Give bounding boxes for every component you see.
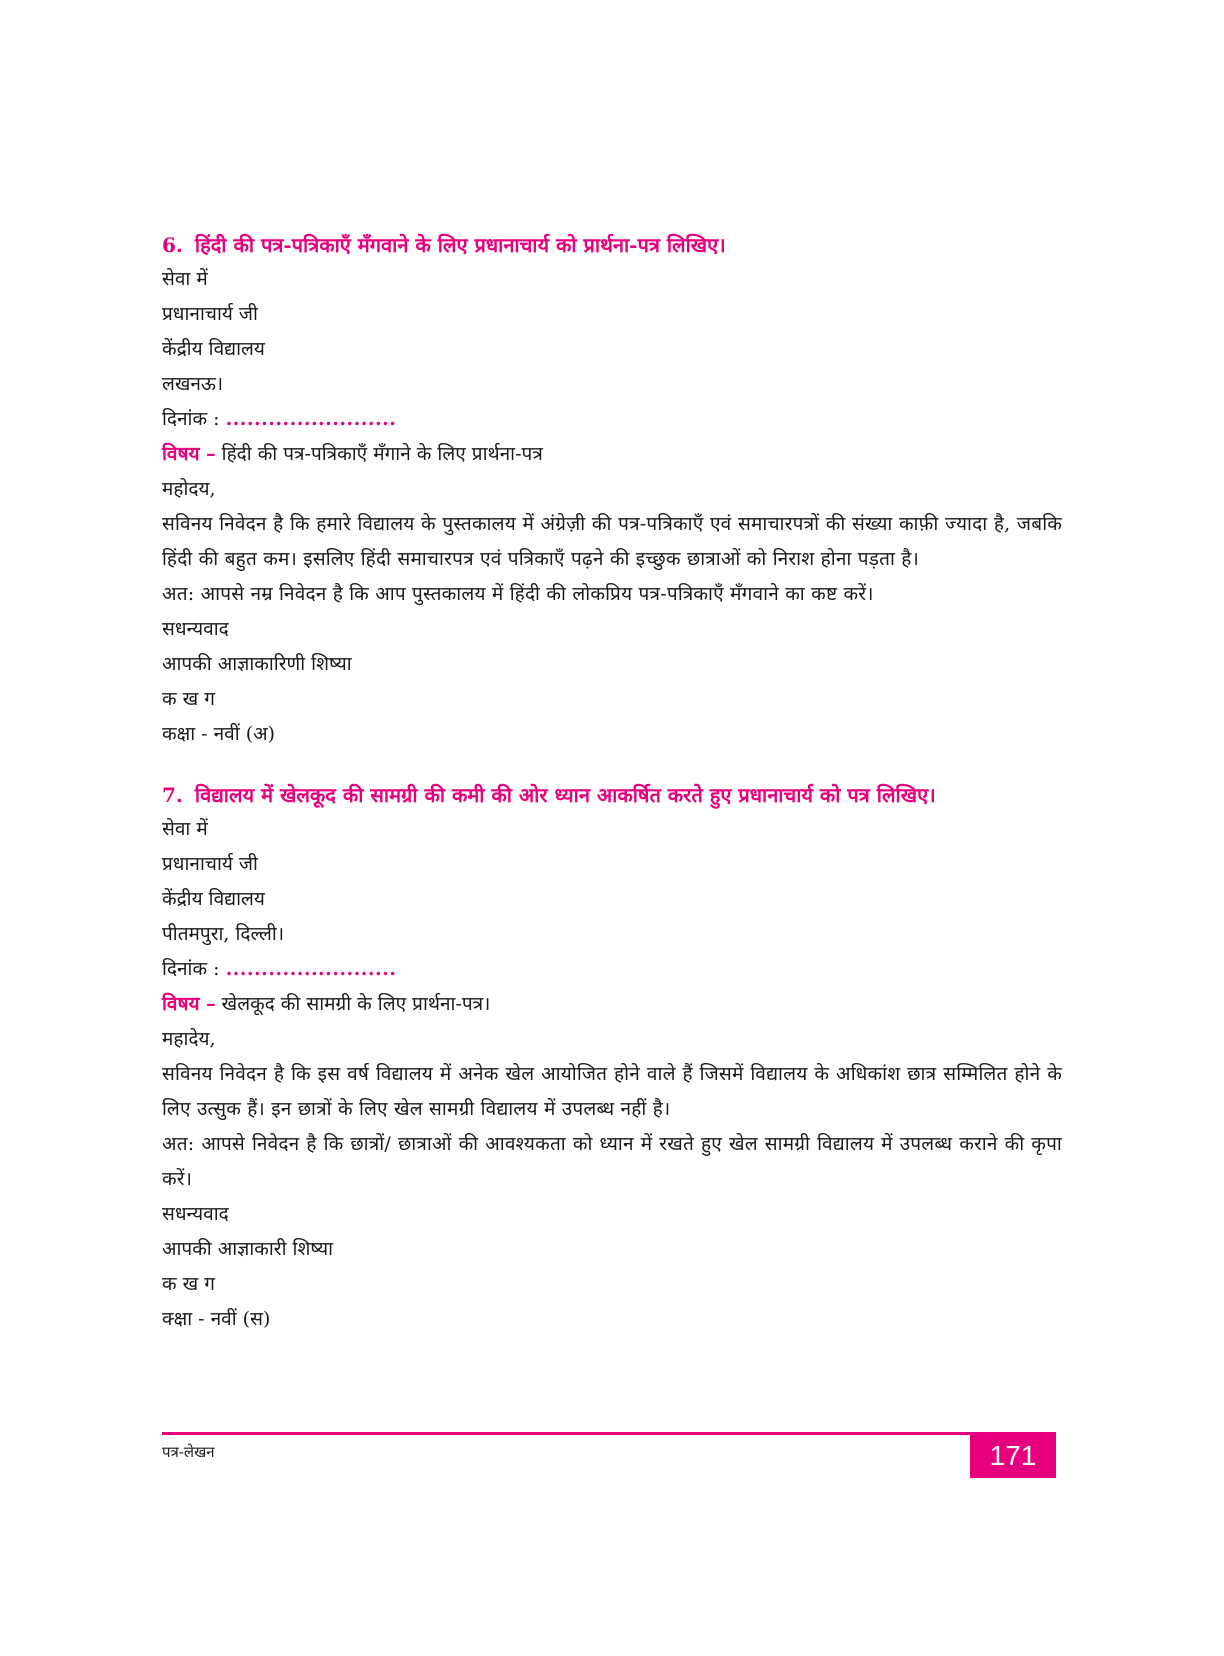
subject-text: खेलकूद की सामग्री के लिए प्रार्थना-पत्र। xyxy=(215,993,491,1015)
letter-request-paragraph: अत: आपसे निवेदन है कि छात्रों/ छात्राओं की आवश्यकता को ध्यान में रखते हुए खेल सामग्री विद्यालय में उपलब्ध कराने की कृपा करें। xyxy=(162,1133,1062,1190)
letter-closing: सधन्यवाद xyxy=(162,1203,229,1225)
question-text: हिंदी की पत्र-पत्रिकाएँ मँगवाने के लिए प्रधानाचार्य को प्रार्थना-पत्र लिखिए। xyxy=(194,233,726,257)
letter-class: क्क्षा - नवीं (स) xyxy=(162,1308,271,1330)
letter-subject xyxy=(162,987,1062,1022)
letter-to: सेवा में xyxy=(162,818,208,840)
letter-name: क ख ग xyxy=(162,688,215,710)
letter-subject xyxy=(162,437,1062,472)
letter-to: सेवा में xyxy=(162,268,208,290)
letter-body-paragraph: सविनय निवेदन है कि हमारे विद्यालय के पुस्तकालय में अंग्रेज़ी की पत्र-पत्रिकाएँ एवं समाचारपत्रों की संख्या काफ़ी ज्यादा है, जबकि हिंदी की बहुत कम। इसलिए हिंदी समाचारपत्र एवं पत्रिकाएँ पढ़ने की इच्छुक छात्राओं को निराश होना पड़ता है। xyxy=(162,513,1062,570)
letter-request-paragraph: अत: आपसे नम्र निवेदन है कि आप पुस्तकालय में हिंदी की लोकप्रिय पत्र-पत्रिकाएँ मँगवाने का कष्ट करें। xyxy=(162,583,874,605)
date-label: दिनांक : xyxy=(162,408,226,430)
letter-class: कक्षा - नवीं (अ) xyxy=(162,723,276,745)
letter-addressee: प्रधानाचार्य जी xyxy=(162,303,258,325)
subject-text: हिंदी की पत्र-पत्रिकाएँ मँगाने के लिए प्रार्थना-पत्र xyxy=(215,443,543,465)
date-label: दिनांक : xyxy=(162,958,226,980)
subject-label: विषय – xyxy=(162,443,216,465)
footer-divider xyxy=(162,1432,1056,1435)
letter-name: क ख ग xyxy=(162,1273,215,1295)
letter-school: केंद्रीय विद्यालय xyxy=(162,888,265,910)
letter-closing: सधन्यवाद xyxy=(162,618,229,640)
letter-salutation: महोदय, xyxy=(162,478,216,500)
question-text: विद्यालय में खेलकूद की सामग्री की कमी की ओर ध्यान आकर्षित करते हुए प्रधानाचार्य को पत्र लिखिए। xyxy=(194,783,936,807)
question-7-heading xyxy=(162,778,1062,812)
letter-salutation: महादेय, xyxy=(162,1028,216,1050)
letter-addressee: प्रधानाचार्य जी xyxy=(162,853,258,875)
letter-sign-off: आपकी आज्ञाकारी शिष्या xyxy=(162,1238,334,1260)
subject-label: विषय – xyxy=(162,993,216,1015)
question-number: 7. xyxy=(162,783,183,807)
letter-school: केंद्रीय विद्यालय xyxy=(162,338,265,360)
page-number-badge: 171 xyxy=(970,1434,1056,1478)
letter-body-paragraph: सविनय निवेदन है कि इस वर्ष विद्यालय में अनेक खेल आयोजित होने वाले हैं जिसमें विद्यालय के अधिकांश छात्र सम्मिलित होने के लिए उत्सुक हैं। इन छात्रों के लिए खेल सामग्री विद्यालय में उपलब्ध नहीं है। xyxy=(162,1063,1062,1120)
question-number: 6. xyxy=(162,233,183,257)
page-content xyxy=(162,228,1062,1337)
letter-date xyxy=(162,402,1062,437)
question-6-heading xyxy=(162,228,1062,262)
date-placeholder: ........................ xyxy=(225,958,397,980)
date-placeholder: ........................ xyxy=(225,408,397,430)
question-6 xyxy=(162,228,1062,752)
letter-city: पीतमपुरा, दिल्ली। xyxy=(162,923,285,945)
letter-date xyxy=(162,952,1062,987)
question-7 xyxy=(162,778,1062,1337)
footer-section-label: पत्र-लेखन xyxy=(162,1443,215,1461)
letter-sign-off: आपकी आज्ञाकारिणी शिष्या xyxy=(162,653,352,675)
letter-city: लखनऊ। xyxy=(162,373,224,395)
